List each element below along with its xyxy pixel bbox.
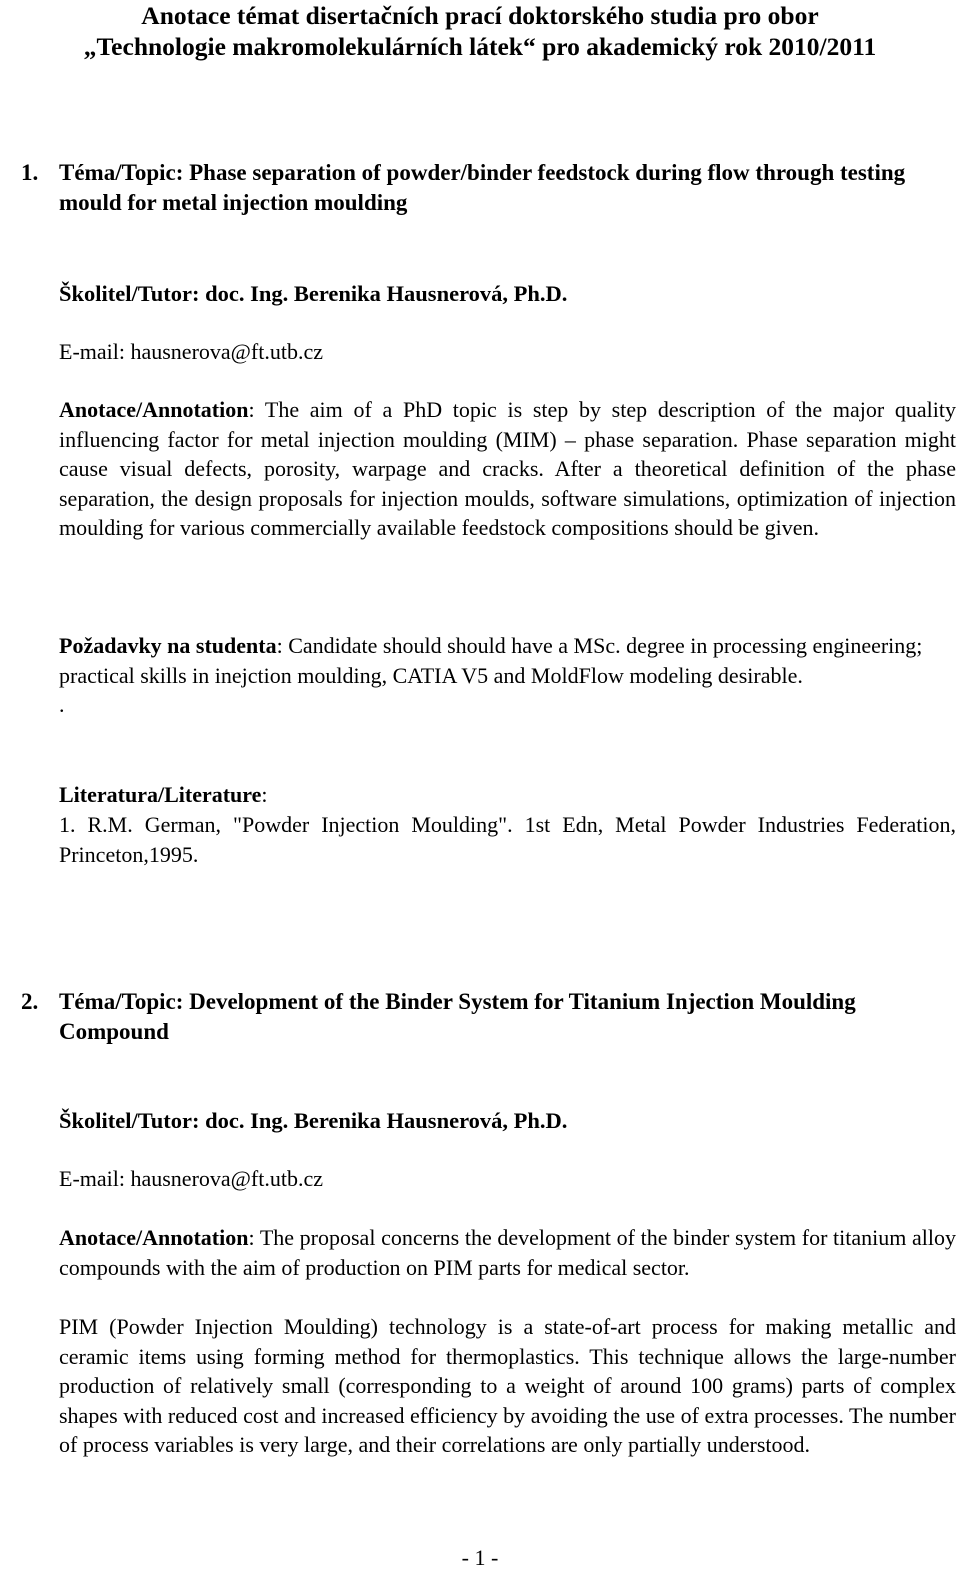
topic-1-annotation-label: Anotace/Annotation xyxy=(59,397,249,422)
topic-1-requirements-dot: . xyxy=(59,692,65,718)
topic-1-literature-item: 1. R.M. German, "Powder Injection Moulding". 1st Edn, Metal Powder Industries Federation, Princeton,1995. xyxy=(59,812,956,867)
topic-1-annotation-colon: : xyxy=(248,397,255,422)
document-title-line-2: „Technologie makromolekulárních látek“ pro akademický rok 2010/2011 xyxy=(83,32,877,61)
topic-1-annotation-text: The aim of a PhD topic is step by step description of the major quality influencing factor for metal injection moulding (MIM) – phase separation. Phase separation might cause visual defects, porosity, warpage and cracks. After a theoretical definition of the phase separation, the design proposals for injection moulds, software simulations, optimization of injection moulding for various commercially available feedstock compositions should be given. xyxy=(59,397,956,541)
document-title xyxy=(18,0,942,62)
topic-2-annotation-colon: : xyxy=(248,1225,255,1250)
topic-2-title: Téma/Topic: Development of the Binder System for Titanium Injection Moulding Compound xyxy=(59,989,856,1044)
topic-1-literature-colon: : xyxy=(261,782,268,807)
topic-2-heading xyxy=(21,987,939,1047)
topic-1-requirements-colon: : xyxy=(276,633,283,658)
topic-2-annotation-label: Anotace/Annotation xyxy=(59,1225,249,1250)
topic-1-title: Téma/Topic: Phase separation of powder/binder feedstock during flow through testing mould for metal injection moulding xyxy=(59,160,906,215)
topic-1-email: E-mail: hausnerova@ft.utb.cz xyxy=(59,339,323,364)
topic-2-annotation-paragraph-2: PIM (Powder Injection Moulding) technology is a state-of-art process for making metallic and ceramic items using forming method for thermoplastics. This technique allows the large-number production of relatively small (corresponding to a weight of around 100 grams) parts of complex shapes with reduced cost and increased efficiency by avoiding the use of extra processes. The number of process variables is very large, and their correlations are only partially understood. xyxy=(59,1314,956,1458)
topic-1-requirements-text: Candidate should should have a MSc. degree in processing engineering; practical skills in inejction moulding, CATIA V5 and MoldFlow modeling desirable. xyxy=(59,633,923,688)
topic-1-literature-heading xyxy=(59,780,956,810)
page-number: - 1 - xyxy=(461,1545,499,1570)
topic-1-requirements xyxy=(59,631,956,720)
topic-1-heading xyxy=(21,158,939,218)
topic-1-annotation xyxy=(59,395,956,543)
topic-1-literature-label: Literatura/Literature xyxy=(59,782,262,807)
topic-2-annotation-text: The proposal concerns the development of the binder system for titanium alloy compounds with the aim of production on PIM parts for medical sector. xyxy=(59,1225,956,1280)
topic-2-number: 2. xyxy=(21,989,39,1014)
topic-1-requirements-label: Požadavky na studenta xyxy=(59,633,277,658)
topic-1-tutor: Školitel/Tutor: doc. Ing. Berenika Hausnerová, Ph.D. xyxy=(59,281,568,306)
topic-2-tutor: Školitel/Tutor: doc. Ing. Berenika Hausnerová, Ph.D. xyxy=(59,1108,568,1133)
topic-1-number: 1. xyxy=(21,160,39,185)
document-title-line-1: Anotace témat disertačních prací doktorského studia pro obor xyxy=(141,1,819,30)
topic-2-annotation xyxy=(59,1223,956,1282)
topic-2-email: E-mail: hausnerova@ft.utb.cz xyxy=(59,1166,323,1191)
